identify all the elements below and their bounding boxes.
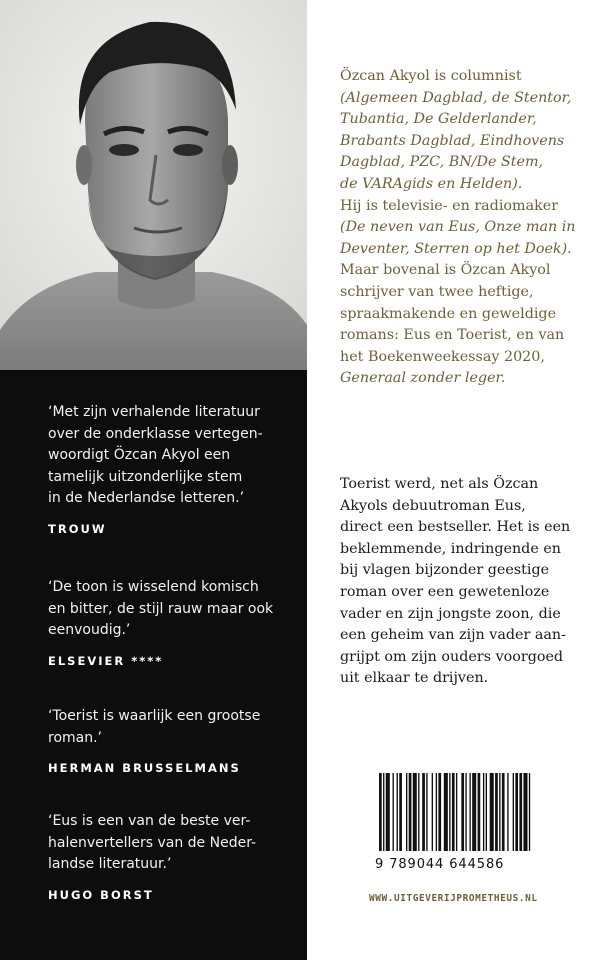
barcode-bar [456,773,457,851]
blurb-line: een geheim van zijn vader aan- [340,627,566,644]
barcode-bar [495,773,498,851]
bio-line: (Algemeen Dagblad, de Stentor, [340,89,572,106]
barcode-bar [393,773,394,851]
isbn-number: 9 789044 644586 [375,857,505,872]
quote-line: ‘Met zijn verhalende literatuur [48,404,260,420]
blurb-line: uit elkaar te drijven. [340,670,489,687]
barcode-bar [519,773,522,851]
barcode-bar [406,773,407,851]
barcode-bar [379,773,382,851]
quote-line: tamelijk uitzonderlijke stem [48,468,243,485]
blurb-line: roman over een gewetenloze [340,583,550,600]
barcode-bar [432,773,433,851]
barcode-bar [499,773,500,851]
bio-line: Maar bovenal is Özcan Akyol [340,262,551,279]
quote-line: ‘Toerist is waarlijk een grootse [48,708,261,724]
author-photo [0,0,307,370]
publisher-website: WWW.UITGEVERIJPROMETHEUS.NL [369,893,538,904]
barcode-bar [513,773,514,851]
barcode-bar [502,773,505,851]
barcode-bar [444,773,448,851]
quote-line: eenvoudig.’ [48,622,131,638]
barcode-graphic [375,773,583,851]
bio-line: spraakmakende en geweldige [340,305,557,322]
quote-line: ‘De toon is wisselend komisch [48,579,259,595]
blurb-line: direct een bestseller. Het is een [340,519,571,536]
bio-line: het Boekenweekessay 2020, [340,348,545,365]
quote-line: in de Nederlandse letteren.’ [48,490,245,506]
barcode-bar [461,773,464,851]
bio-line: Hij is televisie- en radiomaker [340,197,559,214]
barcode-bar [515,773,518,851]
quote-brusselmans [48,706,298,780]
bio-line: Generaal zonder leger. [340,370,506,387]
barcode-block [375,773,583,872]
bio-line: schrijver van twee heftige, [340,283,534,300]
barcode-bar [486,773,487,851]
barcode-bar [449,773,450,851]
barcode-bar [483,773,484,851]
barcode-bar [438,773,441,851]
quote-source: ELSEVIER **** [48,653,164,668]
barcode-bar [465,773,466,851]
quote-line: en bitter, de stijl rauw maar ook [48,600,274,617]
barcode-bar [426,773,427,851]
barcode-bar [472,773,476,851]
barcode-bar [507,773,508,851]
quote-line: woordigt Özcan Akyol een [48,447,231,463]
author-portrait-illustration [0,0,307,370]
left-column [0,0,307,960]
barcode-bar [386,773,390,851]
barcode-bar [452,773,455,851]
blurb-line: bij vlagen bijzonder geestige [340,562,550,579]
barcode-bar [529,773,530,851]
barcode-bar [397,773,398,851]
quotes-panel [0,370,307,960]
barcode-bar [383,773,384,851]
quote-source: HERMAN BRUSSELMANS [48,761,241,775]
blurb-line: beklemmende, indringende en [340,540,561,557]
quote-elsevier [48,577,298,672]
quote-line: ‘Eus is een van de beste ver- [48,813,251,829]
barcode-bar [490,773,494,851]
blurb-line: Toerist werd, net als Özcan [340,476,539,492]
barcode-bar [523,773,527,851]
barcode-bar [422,773,425,851]
bio-line: Tubantia, De Gelderlander, [340,111,537,128]
bio-line: (De neven van Eus, Onze man in [340,219,576,236]
quote-source: HUGO BORST [48,887,154,902]
barcode-bar [399,773,402,851]
bio-line: Dagblad, PZC, BN/De Stem, [340,154,544,171]
bio-line: Özcan Akyol is columnist [340,68,522,84]
bio-line: romans: Eus en Toerist, en van [340,327,565,344]
quote-line: halenvertellers van de Neder- [48,834,257,851]
blurb-line: Akyols debuutroman Eus, [340,497,526,514]
quote-line: roman.’ [48,729,103,746]
blurb-line: vader en zijn jongste zoon, die [340,605,561,622]
barcode-bar [409,773,412,851]
quote-trouw [48,402,298,540]
blurb-line: grijpt om zijn ouders voorgoed [340,648,564,665]
bio-line: de VARAgids en Helden). [340,175,523,192]
right-column [307,0,616,960]
book-blurb [340,474,610,690]
barcode-bar [436,773,437,851]
quote-line: over de onderklasse vertegen- [48,425,263,442]
barcode-bar [478,773,481,851]
bio-line: Deventer, Sterren op het Doek). [340,240,572,257]
barcode-bar [413,773,417,851]
author-bio [340,66,610,390]
barcode-bar [418,773,419,851]
bio-line: Brabants Dagblad, Eindhovens [340,132,565,149]
quote-borst [48,811,298,906]
barcode-bar [469,773,470,851]
quote-source: TROUW [48,521,107,536]
quote-line: landse literatuur.’ [48,856,172,872]
